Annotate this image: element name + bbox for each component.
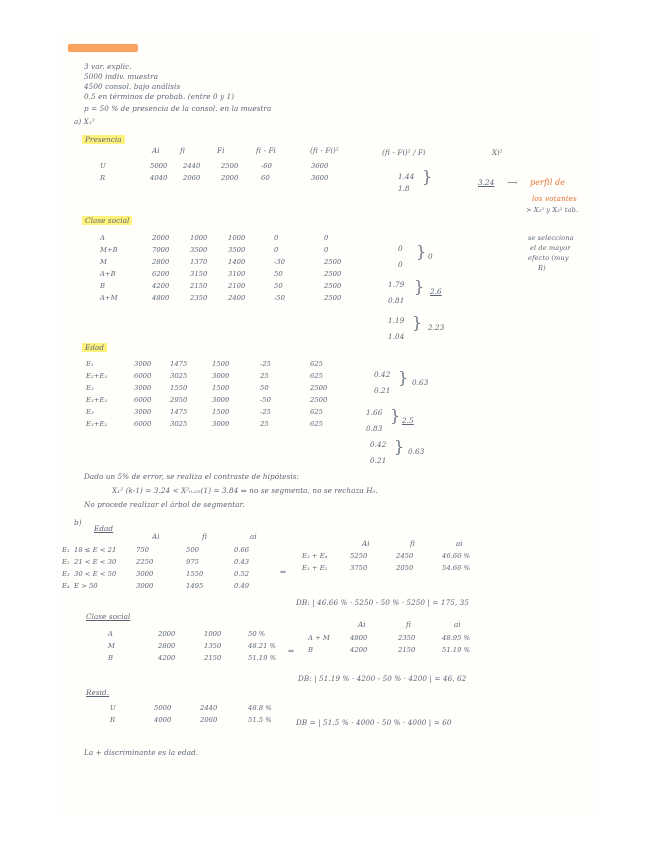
- table-cell: R: [110, 716, 116, 724]
- table-cell: M+B: [100, 246, 118, 254]
- table-cell: 2150: [398, 646, 416, 654]
- table-cell: 2440: [200, 704, 218, 712]
- table-cell: 0: [274, 246, 279, 254]
- table-cell: 2100: [228, 282, 246, 290]
- table-cell: 50: [260, 384, 269, 392]
- table-cell: 1550: [170, 384, 188, 392]
- col-header: Ai: [152, 146, 160, 155]
- header-highlight: [68, 44, 138, 54]
- arrow-icon: ⇒: [280, 567, 287, 576]
- table-cell: E₂ + E₄: [302, 552, 328, 560]
- table-cell: 2400: [228, 294, 246, 302]
- group-value: 2.5: [402, 416, 414, 425]
- table-cell: 6000: [134, 396, 152, 404]
- notebook-page: [62, 34, 594, 814]
- table-cell: 0: [324, 234, 329, 242]
- b-resid-title: Resid.: [86, 688, 110, 697]
- table-row: [108, 654, 276, 666]
- table-cell: E₃: [62, 570, 70, 578]
- table-cell: -50: [274, 294, 285, 302]
- table-cell: 3000: [134, 360, 152, 368]
- col-header: fi: [410, 539, 416, 548]
- table-cell: 2350: [190, 294, 208, 302]
- table-cell: 6200: [152, 270, 170, 278]
- arrow-icon: ⟶: [507, 178, 518, 187]
- ratio: 1.79: [388, 280, 405, 289]
- table-row: [108, 642, 276, 654]
- table-cell: B: [108, 654, 113, 662]
- table-cell: A+M: [100, 294, 118, 302]
- table-cell: 3150: [190, 270, 208, 278]
- b-edad-merge-table: [302, 552, 470, 576]
- table-cell: A: [108, 630, 113, 638]
- b-edad-title: Edad: [94, 524, 114, 533]
- table-row: [86, 396, 327, 408]
- table-cell: 3000: [136, 582, 154, 590]
- table-cell: 1000: [190, 234, 208, 242]
- table-cell: 51.19 %: [442, 646, 471, 654]
- table-cell: 3750: [350, 564, 368, 572]
- table-cell: 1500: [212, 360, 230, 368]
- table-cell: 1495: [186, 582, 204, 590]
- table-cell: E₁: [62, 546, 70, 554]
- table-cell: 2060: [200, 716, 218, 724]
- table-cell: 3600: [311, 162, 329, 170]
- table-cell: 2500: [324, 282, 342, 290]
- table-cell: 5000: [150, 162, 168, 170]
- table-row: [100, 270, 341, 282]
- group-value: 0: [428, 252, 433, 261]
- table-cell: 3500: [228, 246, 246, 254]
- group-value: 0.63: [412, 378, 429, 387]
- table-cell: 2250: [136, 558, 154, 566]
- table-cell: E₂+E₃: [86, 372, 108, 380]
- table-cell: 21 < E < 30: [74, 558, 117, 566]
- chi-sum: 3.24: [478, 178, 495, 187]
- table-cell: 500: [186, 546, 199, 554]
- edad-table: [86, 360, 327, 432]
- final-conclusion: La + discriminante es la edad.: [84, 748, 199, 757]
- table-cell: 48.21 %: [248, 642, 277, 650]
- table-cell: R: [100, 174, 106, 182]
- table-row: [86, 372, 327, 384]
- table-cell: 0.66: [234, 546, 250, 554]
- table-row: [100, 246, 341, 258]
- ratio: 1.44: [398, 172, 415, 181]
- table-cell: 4200: [152, 282, 170, 290]
- brace: }: [416, 242, 427, 261]
- brace: }: [398, 368, 409, 387]
- table-cell: 2500: [221, 162, 239, 170]
- col-header: Fi: [217, 146, 225, 155]
- table-row: [62, 546, 249, 558]
- table-cell: 5250: [350, 552, 368, 560]
- col-header: ai: [456, 539, 463, 548]
- table-cell: 25: [260, 372, 269, 380]
- table-row: [100, 282, 341, 294]
- table-cell: 2000: [152, 234, 170, 242]
- table-cell: 5000: [154, 704, 172, 712]
- group-value: 2.6: [430, 287, 442, 296]
- table-row: [100, 258, 341, 270]
- table-cell: 0: [324, 246, 329, 254]
- b-clase-merge-table: [308, 634, 470, 658]
- col-header: Xi²: [492, 148, 503, 157]
- table-cell: 2000: [221, 174, 239, 182]
- table-row: [86, 360, 327, 372]
- table-row: [308, 646, 470, 658]
- table-cell: 2350: [398, 634, 416, 642]
- conclusion-line: No procede realizar el árbol de segmentar.: [84, 500, 245, 509]
- b-clase-table: [108, 630, 276, 666]
- section-title-presencia: Presencia: [82, 135, 125, 144]
- table-row: [62, 582, 249, 594]
- table-cell: 1550: [186, 570, 204, 578]
- section-title-clase: Clase social: [82, 216, 132, 225]
- conclusion-line: X₁² (k-1) = 3.24 < X²₀.₀₅(1) = 3.84 ⇒ no se segmenta, no se rechaza H₀.: [112, 486, 378, 495]
- table-cell: 3000: [212, 372, 230, 380]
- table-cell: 0.49: [234, 582, 250, 590]
- ratio: 1.19: [388, 316, 405, 325]
- table-cell: E₄: [62, 582, 70, 590]
- table-cell: 30 < E < 50: [74, 570, 117, 578]
- brace: }: [394, 437, 405, 456]
- table-cell: 625: [310, 408, 323, 416]
- table-cell: U: [100, 162, 106, 170]
- ratio: 0.83: [366, 424, 383, 433]
- intro-line: 5000 indiv. muestra: [84, 72, 159, 81]
- table-cell: E₁+E₂: [86, 420, 108, 428]
- table-cell: A + M: [308, 634, 330, 642]
- table-cell: 2800: [152, 258, 170, 266]
- intro-line: 0.5 en términos de probab. (entre 0 y 1): [84, 92, 235, 101]
- table-cell: 3000: [212, 420, 230, 428]
- table-row: [100, 162, 328, 174]
- table-cell: 2440: [183, 162, 201, 170]
- clase-table: [100, 234, 341, 306]
- col-header: Ai: [152, 532, 160, 541]
- table-row: [86, 420, 327, 432]
- table-cell: 2150: [204, 654, 222, 662]
- table-cell: 50: [274, 270, 283, 278]
- table-cell: -25: [260, 360, 271, 368]
- table-row: [302, 552, 470, 564]
- table-cell: 6000: [134, 372, 152, 380]
- b-clase-title: Clase social: [86, 612, 131, 621]
- brace: }: [422, 167, 433, 186]
- table-row: [308, 634, 470, 646]
- table-cell: E₁+E₃: [86, 396, 108, 404]
- table-cell: M: [108, 642, 115, 650]
- group-value: 2.23: [428, 323, 445, 332]
- b-resid-table: [110, 704, 272, 728]
- table-cell: 625: [310, 420, 323, 428]
- table-row: [100, 234, 341, 246]
- col-header: Ai: [362, 539, 370, 548]
- table-cell: 2500: [324, 258, 342, 266]
- table-cell: 2800: [158, 642, 176, 650]
- table-cell: 0: [274, 234, 279, 242]
- table-cell: 2060: [183, 174, 201, 182]
- table-cell: 3025: [170, 372, 188, 380]
- ratio: 0.21: [370, 456, 387, 465]
- ratio: 1.8: [398, 184, 410, 193]
- table-cell: 625: [310, 372, 323, 380]
- table-cell: 1370: [190, 258, 208, 266]
- brace: }: [414, 277, 425, 296]
- table-cell: 2950: [170, 396, 188, 404]
- table-cell: 1350: [204, 642, 222, 650]
- table-cell: 2500: [310, 396, 328, 404]
- brace: }: [412, 313, 423, 332]
- table-cell: 4040: [150, 174, 168, 182]
- table-cell: 50: [274, 282, 283, 290]
- table-cell: 60: [261, 174, 270, 182]
- table-cell: 2450: [396, 552, 414, 560]
- ratio: 0.42: [370, 440, 387, 449]
- table-cell: E₂: [62, 558, 70, 566]
- table-cell: 3025: [170, 420, 188, 428]
- table-cell: 1500: [212, 408, 230, 416]
- note-line: perfil de: [530, 178, 566, 187]
- b-edad-table: [62, 546, 249, 594]
- col-header: fi: [202, 532, 208, 541]
- table-cell: -50: [260, 396, 271, 404]
- table-cell: 3000: [136, 570, 154, 578]
- ratio: 0.21: [374, 386, 391, 395]
- table-cell: 2500: [310, 384, 328, 392]
- table-cell: 7000: [152, 246, 170, 254]
- section-title-edad: Edad: [82, 343, 107, 352]
- table-cell: 750: [136, 546, 149, 554]
- col-header: ai: [250, 532, 257, 541]
- table-cell: 3000: [212, 396, 230, 404]
- table-row: [62, 558, 249, 570]
- table-cell: -60: [261, 162, 272, 170]
- part-b-label: b): [74, 518, 82, 527]
- ratio: 1.04: [388, 332, 405, 341]
- table-cell: 48.8 %: [248, 704, 272, 712]
- table-cell: 4200: [158, 654, 176, 662]
- table-cell: 51.5 %: [248, 716, 272, 724]
- table-cell: 3600: [311, 174, 329, 182]
- table-cell: -30: [274, 258, 285, 266]
- table-cell: 6000: [134, 420, 152, 428]
- brace: }: [390, 406, 401, 425]
- col-header: (fi - Fi)² / Fi: [382, 148, 426, 157]
- table-cell: B: [100, 282, 105, 290]
- table-cell: 25: [260, 420, 269, 428]
- table-cell: 50 %: [248, 630, 266, 638]
- table-cell: 4000: [154, 716, 172, 724]
- note-line: > X₂² y X₃² tab.: [526, 206, 579, 214]
- table-row: [110, 704, 272, 716]
- table-cell: E₁ + E₂: [302, 564, 328, 572]
- table-cell: 1400: [228, 258, 246, 266]
- table-cell: -25: [260, 408, 271, 416]
- table-cell: 975: [186, 558, 199, 566]
- table-cell: 0.43: [234, 558, 250, 566]
- col-header: ai: [454, 620, 461, 629]
- table-cell: 54.66 %: [442, 564, 471, 572]
- table-cell: 1475: [170, 360, 188, 368]
- presencia-table: [100, 162, 328, 186]
- note-line: se selecciona: [528, 234, 574, 242]
- conclusion-line: Dado un 5% de error, se realiza el contraste de hipótesis:: [84, 472, 300, 481]
- table-row: [110, 716, 272, 728]
- group-value: 0.63: [408, 447, 425, 456]
- table-cell: 2050: [396, 564, 414, 572]
- table-cell: 48.95 %: [442, 634, 471, 642]
- col-header: Ai: [358, 620, 366, 629]
- table-cell: A: [100, 234, 105, 242]
- table-cell: 4800: [350, 634, 368, 642]
- table-cell: 1000: [228, 234, 246, 242]
- ratio: 0: [398, 260, 403, 269]
- table-cell: 46.66 %: [442, 552, 471, 560]
- table-row: [108, 630, 276, 642]
- ratio: 0.42: [374, 370, 391, 379]
- ratio: 0.81: [388, 296, 405, 305]
- note-line: efecto (muy: [528, 254, 569, 262]
- note-line: R): [538, 264, 546, 272]
- db-line: DB = | 51.5 % · 4000 - 50 % · 4000 | = 60: [296, 718, 452, 727]
- table-cell: 1000: [204, 630, 222, 638]
- table-row: [100, 174, 328, 186]
- table-row: [302, 564, 470, 576]
- table-cell: 51.19 %: [248, 654, 277, 662]
- table-cell: 18 ≤ E < 21: [74, 546, 117, 554]
- table-cell: 1500: [212, 384, 230, 392]
- table-cell: E₁: [86, 360, 94, 368]
- part-a-label: a) X₁²: [74, 117, 95, 126]
- table-cell: 4800: [152, 294, 170, 302]
- col-header: fi: [406, 620, 412, 629]
- table-cell: 3100: [228, 270, 246, 278]
- table-cell: 3500: [190, 246, 208, 254]
- table-cell: 3000: [134, 384, 152, 392]
- table-cell: E₂: [86, 384, 94, 392]
- table-cell: 1475: [170, 408, 188, 416]
- intro-line: 3 var. explic.: [84, 62, 132, 71]
- ratio: 1.66: [366, 408, 383, 417]
- table-cell: E > 50: [74, 582, 98, 590]
- arrow-icon: ⇒: [288, 646, 295, 655]
- intro-line: p = 50 % de presencia de la consol. en la muestra: [84, 104, 272, 113]
- note-line: los votantes: [532, 194, 577, 203]
- table-row: [86, 408, 327, 420]
- table-cell: 2500: [324, 294, 342, 302]
- table-row: [86, 384, 327, 396]
- table-cell: 4200: [350, 646, 368, 654]
- table-cell: E₃: [86, 408, 94, 416]
- col-header: fi: [180, 146, 186, 155]
- intro-line: 4500 consol. bajo análisis: [84, 82, 181, 91]
- col-header: fi - Fi: [256, 146, 276, 155]
- note-line: el de mayor: [530, 244, 571, 252]
- table-cell: U: [110, 704, 116, 712]
- table-cell: 2150: [190, 282, 208, 290]
- table-cell: M: [100, 258, 107, 266]
- table-row: [100, 294, 341, 306]
- col-header: (fi - Fi)²: [310, 146, 339, 155]
- table-cell: 2500: [324, 270, 342, 278]
- table-cell: 0.52: [234, 570, 250, 578]
- db-line: DB: | 51.19 % · 4200 - 50 % · 4200 | = 46, 62: [298, 674, 467, 683]
- db-line: DB: | 46.66 % · 5250 - 50 % · 5250 | = 175, 35: [296, 598, 470, 607]
- table-cell: 2000: [158, 630, 176, 638]
- table-row: [62, 570, 249, 582]
- table-cell: 3000: [134, 408, 152, 416]
- ratio: 0: [398, 244, 403, 253]
- table-cell: A+B: [100, 270, 116, 278]
- table-cell: 625: [310, 360, 323, 368]
- table-cell: B: [308, 646, 313, 654]
